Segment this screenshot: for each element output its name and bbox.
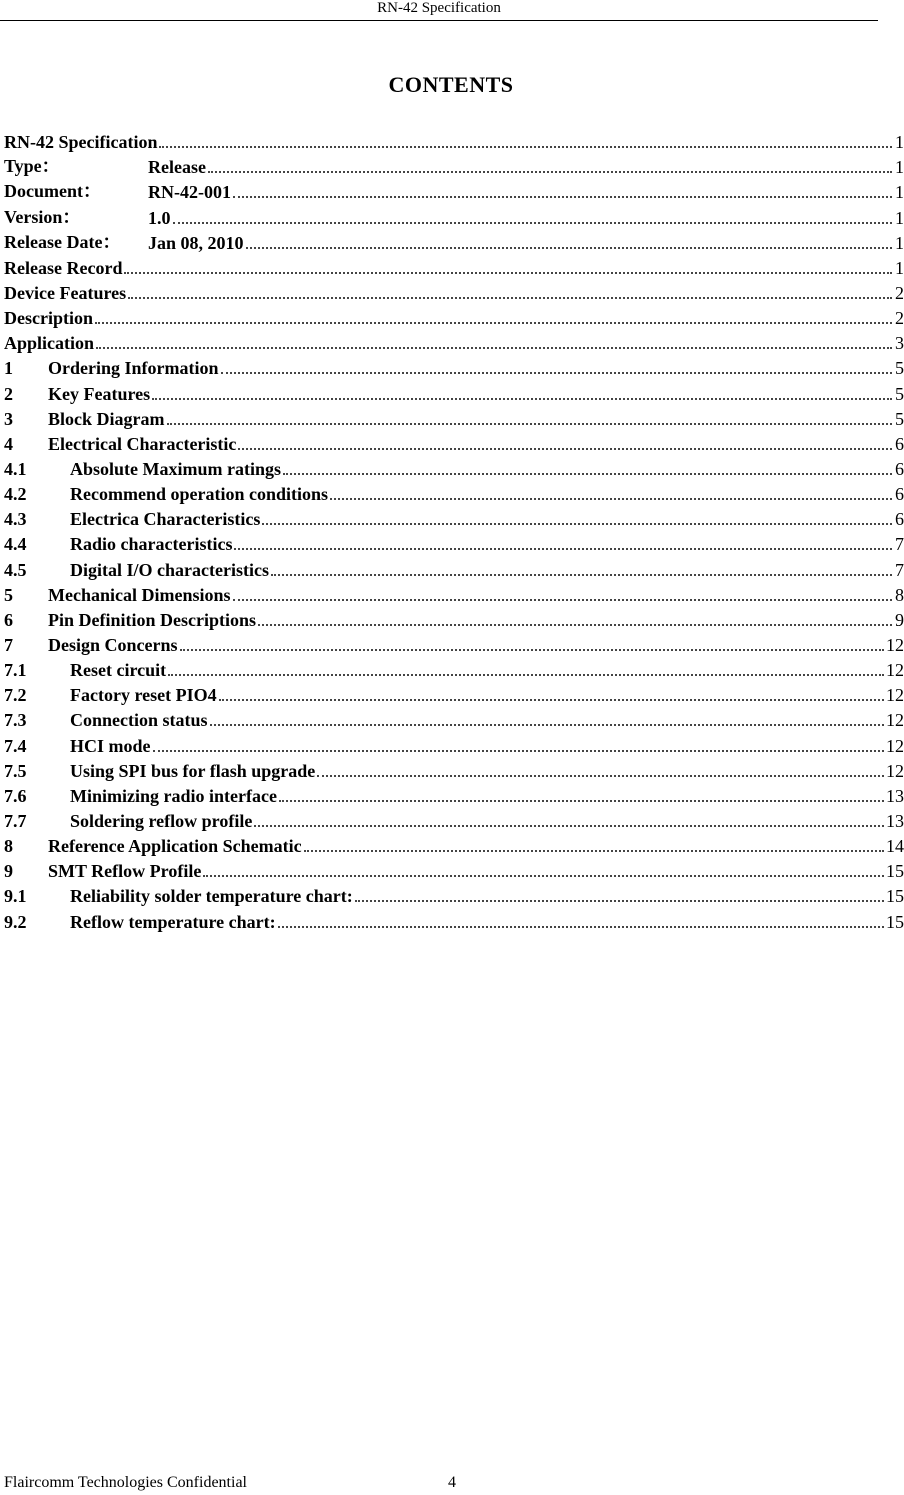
toc-dot-leader bbox=[254, 824, 884, 827]
toc-entry-page: 12 bbox=[886, 660, 904, 681]
toc-dot-leader bbox=[173, 221, 893, 224]
toc-entry-label bbox=[4, 459, 281, 480]
toc-entry-page: 14 bbox=[886, 836, 904, 857]
toc-dot-leader bbox=[262, 522, 892, 525]
toc-entry-page: 12 bbox=[886, 634, 904, 655]
footer-company: Flaircomm Technologies Confidential bbox=[4, 1474, 247, 1491]
page-header bbox=[0, 0, 878, 21]
toc-entry-text: Soldering reflow profile bbox=[70, 810, 253, 831]
toc-dot-leader bbox=[330, 497, 892, 500]
toc-entry-label bbox=[4, 660, 166, 681]
toc-entry-label bbox=[4, 736, 151, 757]
toc-dot-leader bbox=[233, 598, 893, 601]
toc-entry-page: 7 bbox=[895, 534, 904, 555]
toc-entry-text: Using SPI bus for flash upgrade bbox=[70, 760, 316, 781]
toc-dot-leader bbox=[238, 447, 892, 450]
toc-entry-text: Minimizing radio interface bbox=[70, 785, 277, 806]
toc-entry[interactable] bbox=[4, 153, 904, 178]
contents-title: CONTENTS bbox=[388, 72, 514, 97]
toc-entry-page: 1 bbox=[895, 232, 904, 253]
toc-entry-number: 7.3 bbox=[4, 710, 27, 731]
toc-entry[interactable] bbox=[4, 606, 904, 631]
toc-entry-page: 1 bbox=[895, 257, 904, 278]
toc-entry-number: 3 bbox=[4, 408, 13, 429]
toc-entry-text: Block Diagram bbox=[48, 408, 165, 429]
toc-entry-text: HCI mode bbox=[70, 735, 151, 756]
toc-entry-number: 9 bbox=[4, 861, 13, 882]
toc-entry-page: 13 bbox=[886, 810, 904, 831]
toc-dot-leader bbox=[153, 749, 885, 752]
toc-entry-field: Document： bbox=[4, 181, 101, 202]
toc-entry-text: Ordering Information bbox=[48, 358, 219, 379]
toc-entry[interactable] bbox=[4, 782, 904, 807]
toc-entry[interactable] bbox=[4, 530, 904, 555]
toc-entry-label bbox=[4, 152, 206, 178]
toc-entry-text: Device Features bbox=[4, 282, 127, 303]
toc-dot-leader bbox=[124, 271, 892, 274]
toc-entry-page: 5 bbox=[895, 358, 904, 379]
toc-entry-text: Key Features bbox=[48, 383, 151, 404]
toc-entry-label bbox=[4, 534, 232, 555]
toc-entry[interactable] bbox=[4, 178, 904, 203]
toc-entry[interactable] bbox=[4, 656, 904, 681]
toc-entry-label bbox=[4, 761, 315, 782]
toc-entry-page: 12 bbox=[886, 685, 904, 706]
toc-entry-number: 4.1 bbox=[4, 458, 27, 479]
toc-dot-leader bbox=[246, 246, 892, 249]
header-title: RN-42 Specification bbox=[377, 0, 501, 16]
toc-dot-leader bbox=[355, 899, 884, 902]
toc-entry-text: Electrica Characteristics bbox=[70, 509, 261, 530]
toc-entry-label bbox=[4, 484, 328, 505]
toc-entry-page: 12 bbox=[886, 735, 904, 756]
toc-entry-text: Absolute Maximum ratings bbox=[70, 458, 281, 479]
toc-dot-leader bbox=[152, 397, 892, 400]
toc-entry-text: SMT Reflow Profile bbox=[48, 861, 202, 882]
toc-entry[interactable] bbox=[4, 229, 904, 254]
toc-entry[interactable] bbox=[4, 354, 904, 379]
toc-entry-text: Mechanical Dimensions bbox=[48, 584, 231, 605]
toc-entry[interactable] bbox=[4, 882, 904, 907]
toc-entry-label bbox=[4, 710, 208, 731]
toc-entry[interactable] bbox=[4, 480, 904, 505]
toc-entry-page: 9 bbox=[895, 609, 904, 630]
toc-entry-text: Factory reset PIO4 bbox=[70, 685, 217, 706]
toc-entry[interactable] bbox=[4, 581, 904, 606]
toc-entry-number: 1 bbox=[4, 358, 13, 379]
toc-entry-number: 9.2 bbox=[4, 911, 27, 932]
toc-entry-label bbox=[4, 861, 201, 882]
toc-entry-label bbox=[4, 610, 256, 631]
toc-dot-leader bbox=[167, 422, 893, 425]
toc-entry-label bbox=[4, 308, 93, 329]
toc-dot-leader bbox=[95, 321, 892, 324]
toc-entry-text: Reset circuit bbox=[70, 660, 167, 681]
toc-entry-label bbox=[4, 384, 150, 405]
toc-entry-page: 1 bbox=[895, 207, 904, 228]
toc-entry-page: 2 bbox=[895, 308, 904, 329]
toc-dot-leader bbox=[317, 774, 884, 777]
toc-dot-leader bbox=[234, 547, 892, 550]
toc-entry-page: 12 bbox=[886, 760, 904, 781]
toc-entry-number: 4.3 bbox=[4, 509, 27, 530]
toc-entry-value: RN-42-001 bbox=[148, 182, 231, 203]
toc-dot-leader bbox=[168, 673, 884, 676]
toc-entry[interactable] bbox=[4, 832, 904, 857]
toc-entry-field: Version： bbox=[4, 206, 81, 227]
toc-entry-number: 4.5 bbox=[4, 559, 27, 580]
toc-dot-leader bbox=[210, 723, 884, 726]
toc-dot-leader bbox=[221, 371, 893, 374]
toc-entry-text: Recommend operation conditions bbox=[70, 484, 328, 505]
toc-entry-number: 7.6 bbox=[4, 785, 27, 806]
toc-entry-text: Connection status bbox=[70, 710, 208, 731]
toc-entry-page: 1 bbox=[895, 182, 904, 203]
toc-entry-label bbox=[4, 912, 276, 933]
toc-entry-label bbox=[4, 434, 236, 455]
toc-entry-page: 6 bbox=[895, 458, 904, 479]
toc-entry[interactable] bbox=[4, 430, 904, 455]
toc-entry-page: 7 bbox=[895, 559, 904, 580]
toc-entry-label bbox=[4, 228, 244, 254]
toc-entry-label bbox=[4, 358, 219, 379]
toc-entry-number: 7 bbox=[4, 634, 13, 655]
toc-entry-label bbox=[4, 132, 157, 153]
toc-entry[interactable] bbox=[4, 631, 904, 656]
toc-entry-label bbox=[4, 258, 122, 279]
toc-entry-text: Release Record bbox=[4, 257, 123, 278]
toc-entry-page: 2 bbox=[895, 282, 904, 303]
toc-dot-leader bbox=[278, 925, 884, 928]
toc-entry-number: 8 bbox=[4, 836, 13, 857]
toc-entry[interactable] bbox=[4, 731, 904, 756]
toc-entry-label bbox=[4, 786, 277, 807]
toc-entry[interactable] bbox=[4, 455, 904, 480]
toc-entry-text: Reference Application Schematic bbox=[48, 836, 302, 857]
toc-dot-leader bbox=[159, 145, 892, 148]
toc-entry-label bbox=[4, 585, 231, 606]
toc-entry-number: 4.4 bbox=[4, 534, 27, 555]
toc-entry-label bbox=[4, 886, 353, 907]
toc-entry-number: 7.4 bbox=[4, 735, 27, 756]
toc-entry-field: Release Date： bbox=[4, 231, 121, 252]
toc-entry[interactable] bbox=[4, 555, 904, 580]
toc-entry-page: 5 bbox=[895, 383, 904, 404]
toc-dot-leader bbox=[128, 296, 892, 299]
toc-entry-label bbox=[4, 203, 171, 229]
toc-entry-label bbox=[4, 560, 269, 581]
toc-dot-leader bbox=[96, 346, 892, 349]
toc-entry-page: 6 bbox=[895, 433, 904, 454]
toc-dot-leader bbox=[271, 573, 892, 576]
toc-entry-number: 2 bbox=[4, 383, 13, 404]
toc-dot-leader bbox=[203, 874, 884, 877]
toc-entry-page: 1 bbox=[895, 132, 904, 153]
toc-entry-value: Jan 08, 2010 bbox=[148, 232, 244, 253]
toc-entry[interactable] bbox=[4, 203, 904, 228]
toc-entry-page: 3 bbox=[895, 333, 904, 354]
toc-entry-number: 5 bbox=[4, 584, 13, 605]
toc-entry[interactable] bbox=[4, 681, 904, 706]
toc-dot-leader bbox=[233, 195, 892, 198]
toc-dot-leader bbox=[258, 623, 892, 626]
toc-entry-number: 4.2 bbox=[4, 484, 27, 505]
toc-entry-number: 7.5 bbox=[4, 760, 27, 781]
toc-entry-text: Digital I/O characteristics bbox=[70, 559, 269, 580]
toc-entry[interactable] bbox=[4, 279, 904, 304]
toc-entry-label bbox=[4, 635, 178, 656]
toc-entry-page: 8 bbox=[895, 584, 904, 605]
toc-dot-leader bbox=[279, 799, 884, 802]
toc-entry-text: Design Concerns bbox=[48, 634, 178, 655]
toc-entry[interactable] bbox=[4, 128, 904, 153]
toc-entry[interactable] bbox=[4, 405, 904, 430]
toc-entry-label bbox=[4, 283, 126, 304]
toc-entry[interactable] bbox=[4, 329, 904, 354]
toc-entry-number: 4 bbox=[4, 433, 13, 454]
toc-entry-label bbox=[4, 333, 94, 354]
toc-entry-text: Pin Definition Descriptions bbox=[48, 609, 257, 630]
toc-entry-number: 7.2 bbox=[4, 685, 27, 706]
toc-dot-leader bbox=[208, 170, 892, 173]
toc-entry-page: 6 bbox=[895, 509, 904, 530]
toc-dot-leader bbox=[283, 472, 892, 475]
footer-page-number: 4 bbox=[448, 1474, 456, 1491]
toc-entry-text: Reliability solder temperature chart: bbox=[70, 886, 353, 907]
toc-entry-label bbox=[4, 836, 302, 857]
toc-entry[interactable] bbox=[4, 379, 904, 404]
toc-entry-label bbox=[4, 685, 217, 706]
toc-entry-text: Radio characteristics bbox=[70, 534, 233, 555]
toc-dot-leader bbox=[180, 648, 885, 651]
toc-entry-label bbox=[4, 509, 260, 530]
toc-entry-label bbox=[4, 409, 165, 430]
toc-entry[interactable] bbox=[4, 807, 904, 832]
toc-entry-page: 6 bbox=[895, 484, 904, 505]
toc-entry-text: Reflow temperature chart: bbox=[70, 911, 276, 932]
toc-entry[interactable] bbox=[4, 505, 904, 530]
toc-entry-page: 5 bbox=[895, 408, 904, 429]
toc-entry-value: Release bbox=[148, 157, 206, 178]
toc-entry[interactable] bbox=[4, 706, 904, 731]
toc-entry-page: 1 bbox=[895, 157, 904, 178]
toc-dot-leader bbox=[219, 698, 884, 701]
toc-entry[interactable] bbox=[4, 857, 904, 882]
toc-entry-number: 7.7 bbox=[4, 810, 27, 831]
toc-entry[interactable] bbox=[4, 304, 904, 329]
toc-entry[interactable] bbox=[4, 254, 904, 279]
toc-entry-page: 15 bbox=[886, 886, 904, 907]
toc-entry-page: 15 bbox=[886, 861, 904, 882]
table-of-contents bbox=[4, 128, 904, 933]
toc-entry-text: Electrical Characteristic bbox=[48, 433, 237, 454]
toc-entry-label bbox=[4, 811, 252, 832]
toc-dot-leader bbox=[304, 849, 884, 852]
toc-entry-text: RN-42 Specification bbox=[4, 132, 158, 153]
toc-entry-number: 6 bbox=[4, 609, 13, 630]
toc-entry-text: Description bbox=[4, 308, 93, 329]
toc-entry-value: 1.0 bbox=[148, 207, 171, 228]
toc-entry[interactable] bbox=[4, 907, 904, 932]
toc-entry-page: 15 bbox=[886, 911, 904, 932]
toc-entry-number: 7.1 bbox=[4, 660, 27, 681]
toc-entry-label bbox=[4, 177, 231, 203]
toc-entry-page: 13 bbox=[886, 785, 904, 806]
toc-entry-page: 12 bbox=[886, 710, 904, 731]
toc-entry[interactable] bbox=[4, 757, 904, 782]
toc-entry-text: Application bbox=[4, 333, 95, 354]
toc-entry-number: 9.1 bbox=[4, 886, 27, 907]
toc-entry-field: Type： bbox=[4, 156, 60, 177]
